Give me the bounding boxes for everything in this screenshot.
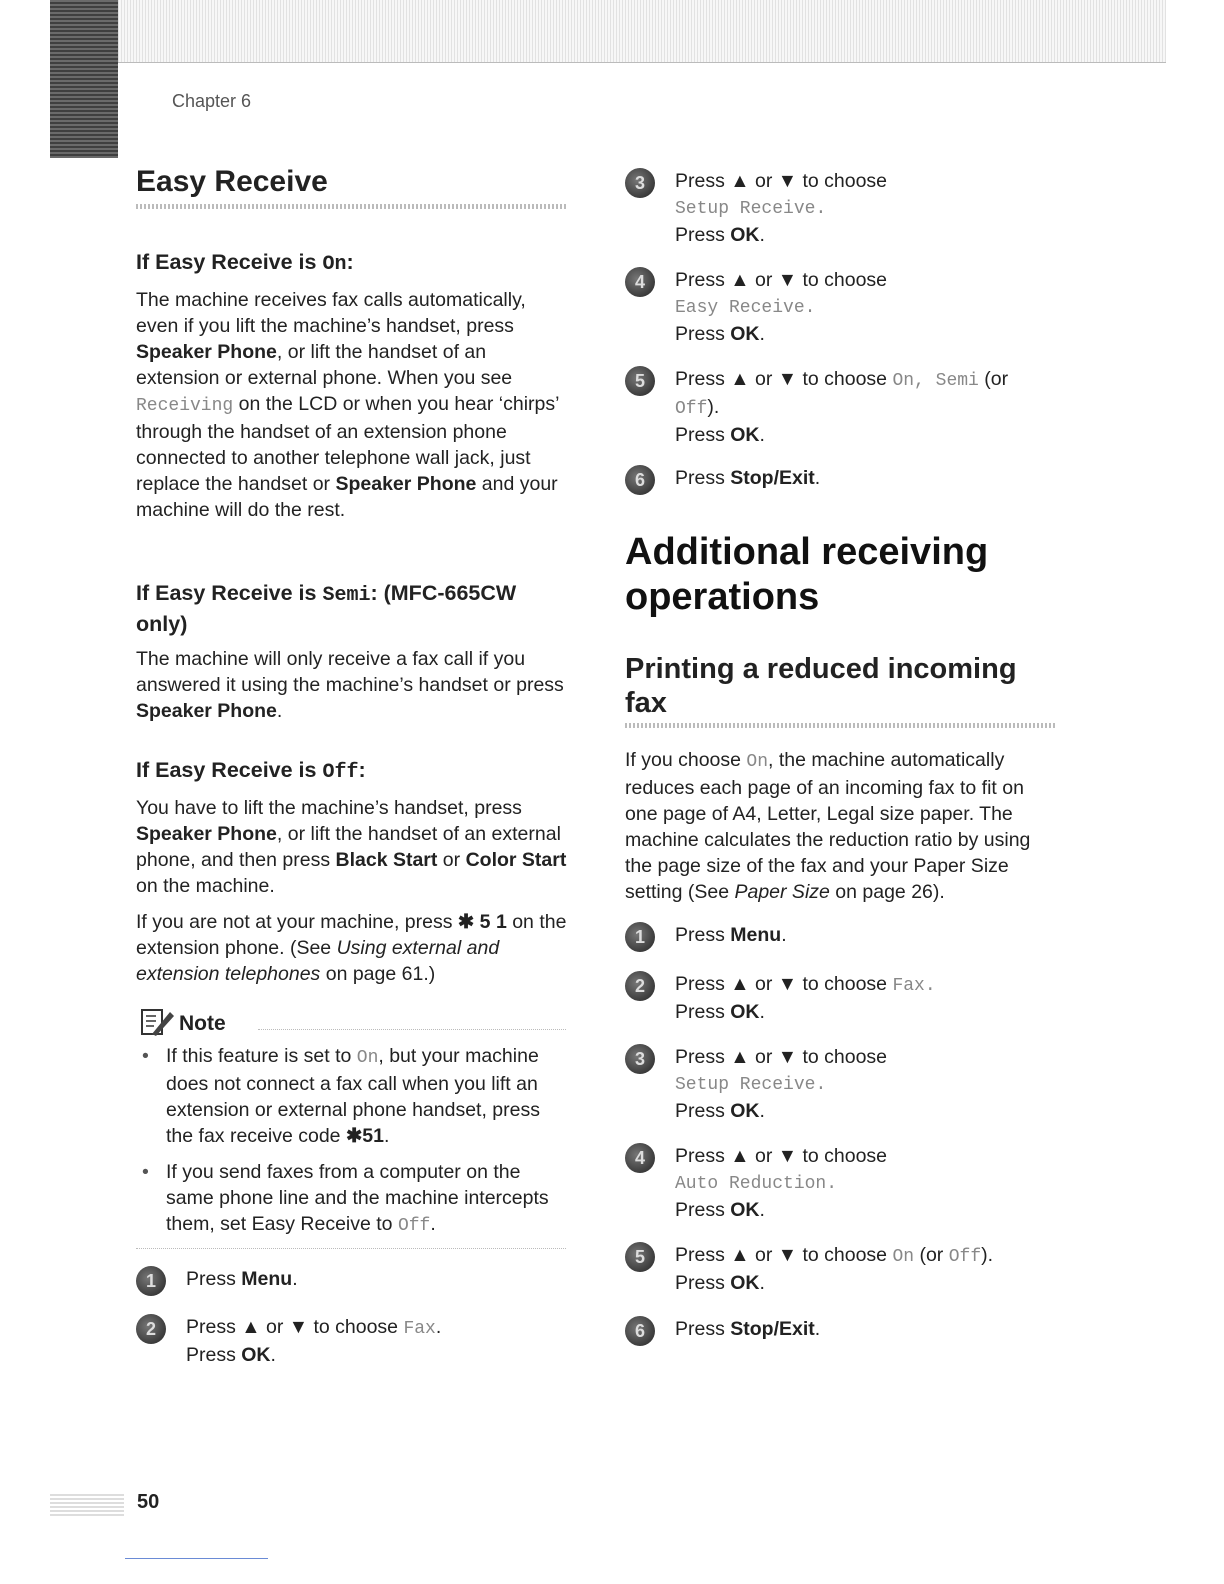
step-number: 5	[625, 1242, 655, 1272]
step-number: 3	[625, 1044, 655, 1074]
paragraph-on: The machine receives fax calls automatically, even if you lift the machine’s handset, press Speaker Phone, or lift the handset of an extension or external phone. When you see Receiving on the LCD or when you hear ‘chirps’ through the handset of an extension phone connected to another telephone wall jack, just replace the handset or Speaker Phone and your machine will do the rest.	[136, 289, 559, 521]
step-number: 5	[625, 366, 655, 396]
step-number: 6	[625, 1316, 655, 1346]
paragraph-reduction: If you choose On, the machine automatically reduces each page of an incoming fax to fit on one page of A4, Letter, Legal size paper. The machine calculates the reduction ratio by using the page size of the fax and your Paper Size setting (See Paper Size on page 26).	[625, 749, 1031, 903]
heading-easy-receive-off: If Easy Receive is Off:	[136, 758, 366, 784]
step-number: 3	[625, 168, 655, 198]
step-text: Press ▲ or ▼ to choose On, Semi (or Off). Press OK.	[675, 368, 1009, 446]
step-number: 4	[625, 267, 655, 297]
step-text: Press ▲ or ▼ to choose Setup Receive. Press OK.	[675, 170, 888, 246]
page-number: 50	[137, 1491, 160, 1513]
section-title-easy-receive: Easy Receive	[136, 165, 328, 198]
step-text: Press Stop/Exit.	[675, 467, 821, 489]
header-band	[118, 0, 1166, 63]
step-text: Press ▲ or ▼ to choose On (or Off). Press OK.	[675, 1244, 994, 1294]
step-number: 1	[625, 922, 655, 952]
step-number: 2	[136, 1314, 166, 1344]
heading-easy-receive-on: If Easy Receive is On:	[136, 250, 354, 276]
footer-line	[125, 1558, 268, 1559]
title-rule	[136, 204, 566, 209]
section-title-additional-receiving: Additional receiving operations	[625, 531, 989, 618]
step-text: Press ▲ or ▼ to choose Easy Receive. Press OK.	[675, 269, 888, 345]
step-number: 2	[625, 971, 655, 1001]
chapter-tab-block	[50, 0, 118, 158]
step-text: Press Stop/Exit.	[675, 1318, 821, 1340]
note-label: Note	[179, 1012, 226, 1035]
note-top-rule	[258, 1029, 566, 1030]
step-number: 4	[625, 1143, 655, 1173]
paragraph-extension: If you are not at your machine, press ✱ 5 1 on the extension phone. (See Using external and extension telephones on page 61.)	[136, 911, 567, 985]
step-text: Press ▲ or ▼ to choose Fax. Press OK.	[675, 973, 936, 1023]
subsection-title-reduced-fax: Printing a reduced incoming fax	[625, 653, 1017, 719]
note-item: • If you send faxes from a computer on the same phone line and the machine intercepts them, set Easy Receive to Off.	[136, 1159, 566, 1239]
note-list	[136, 1043, 566, 1249]
step-text: Press Menu.	[675, 924, 787, 946]
note-item: • If this feature is set to On, but your machine does not connect a fax call when you lift an extension or external phone handset, press the fax receive code ✱51.	[136, 1043, 566, 1149]
note-pencil-icon	[140, 1006, 176, 1038]
chapter-label: Chapter 6	[172, 91, 252, 111]
paragraph-off: You have to lift the machine’s handset, press Speaker Phone, or lift the handset of an external phone, and then press Black Start or Color Start on the machine.	[136, 797, 567, 897]
step-text: Press ▲ or ▼ to choose Auto Reduction. Press OK.	[675, 1145, 888, 1221]
heading-easy-receive-semi: If Easy Receive is Semi: (MFC-665CW only)	[136, 581, 517, 636]
step-text: Press ▲ or ▼ to choose Fax. Press OK.	[186, 1316, 442, 1366]
step-number: 1	[136, 1266, 166, 1296]
note-bottom-rule	[136, 1248, 566, 1249]
step-number: 6	[625, 465, 655, 495]
paragraph-semi: The machine will only receive a fax call if you answered it using the machine’s handset or press Speaker Phone.	[136, 648, 564, 722]
step-text: Press Menu.	[186, 1268, 298, 1290]
footer-block	[50, 1492, 124, 1516]
subsection-rule	[625, 723, 1055, 728]
step-text: Press ▲ or ▼ to choose Setup Receive. Press OK.	[675, 1046, 888, 1122]
